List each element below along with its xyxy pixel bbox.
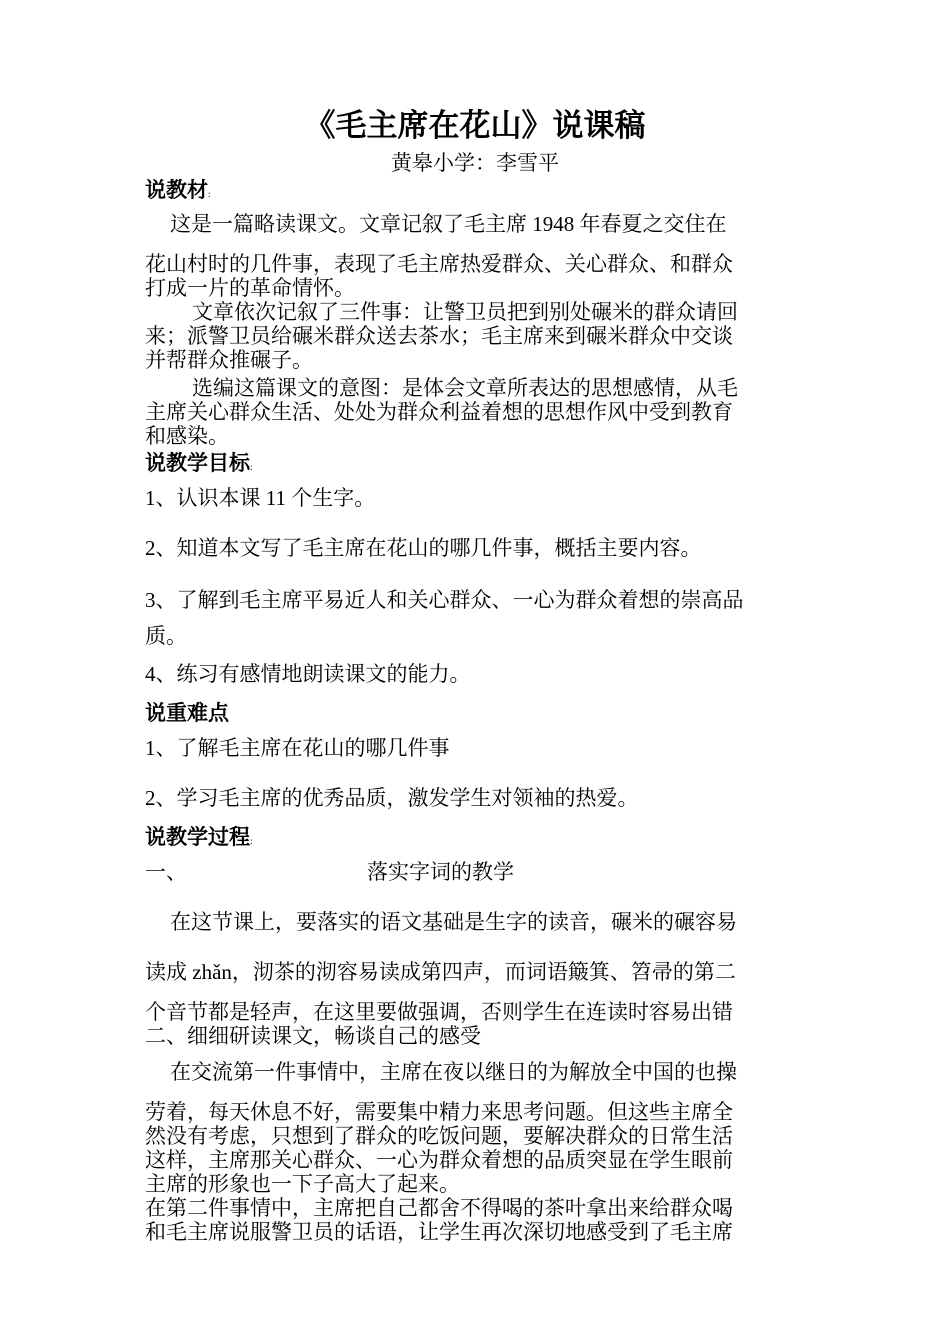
paragraph-line: 主席关心群众生活、处处为群众利益着想的思想作风中受到教育 [145, 400, 733, 424]
section-heading-goals: 说教学目标: [145, 451, 253, 475]
list-item: 1、认识本课 11 个生字。 [145, 486, 376, 510]
paragraph-line: 读成 zhǎn，沏茶的沏容易读成第四声，而词语簸箕、笤帚的第二 [145, 960, 736, 984]
list-item: 3、了解到毛主席平易近人和关心群众、一心为群众着想的崇高品 [145, 588, 744, 612]
paragraph-line: 在这节课上，要落实的语文基础是生字的读音，碾米的碾容易 [170, 910, 737, 934]
paragraph-line: 在第二件事情中，主席把自己都舍不得喝的茶叶拿出来给群众喝 [145, 1196, 733, 1220]
list-item: 4、练习有感情地朗读课文的能力。 [145, 662, 471, 686]
paragraph-line: 文章依次记叙了三件事：让警卫员把到别处碾米的群众请回 [192, 300, 738, 324]
paragraph-line: 这样，主席那关心群众、一心为群众着想的品质突显在学生眼前 [145, 1148, 733, 1172]
section-heading-process: 说教学过程: [145, 825, 253, 849]
list-item: 2、知道本文写了毛主席在花山的哪几件事，概括主要内容。 [145, 536, 702, 560]
paragraph-line: 这是一篇略读课文。文章记叙了毛主席 1948 年春夏之交住在 [170, 212, 727, 236]
paragraph-line: 在交流第一件事情中，主席在夜以继日的为解放全中国的也操 [170, 1060, 737, 1084]
list-item: 1、了解毛主席在花山的哪几件事 [145, 736, 450, 760]
paragraph-line: 并帮群众推碾子。 [145, 348, 313, 372]
paragraph-line: 花山村时的几件事，表现了毛主席热爱群众、关心群众、和群众 [145, 252, 733, 276]
document-author: 黄皋小学：李雪平 [391, 151, 559, 175]
list-item: 2、学习毛主席的优秀品质，激发学生对领袖的热爱。 [145, 786, 639, 810]
step-heading: 二、细细研读课文，畅谈自己的感受 [145, 1024, 481, 1048]
paragraph-line: 个音节都是轻声，在这里要做强调，否则学生在连读时容易出错 [145, 1000, 733, 1024]
paragraph-line: 劳着，每天休息不好，需要集中精力来思考问题。但这些主席全 [145, 1100, 733, 1124]
paragraph-line: 来；派警卫员给碾米群众送去茶水；毛主席来到碾米群众中交谈 [145, 324, 733, 348]
paragraph-line: 打成一片的革命情怀。 [145, 276, 355, 300]
section-heading-key-points: 说重难点 [145, 701, 229, 725]
paragraph-line: 然没有考虑，只想到了群众的吃饭问题，要解决群众的日常生活 [145, 1124, 733, 1148]
document-title: 《毛主席在花山》说课稿 [304, 108, 646, 143]
section-heading-material: 说教材: [145, 178, 211, 202]
paragraph-line: 和感染。 [145, 424, 229, 448]
list-item-continuation: 质。 [145, 624, 187, 648]
paragraph-line: 和毛主席说服警卫员的话语，让学生再次深切地感受到了毛主席 [145, 1220, 733, 1244]
paragraph-line: 选编这篇课文的意图：是体会文章所表达的思想感情，从毛 [192, 376, 738, 400]
paragraph-line: 主席的形象也一下子高大了起来。 [145, 1172, 460, 1196]
step-heading: 一、 落实字词的教学 [145, 860, 514, 884]
